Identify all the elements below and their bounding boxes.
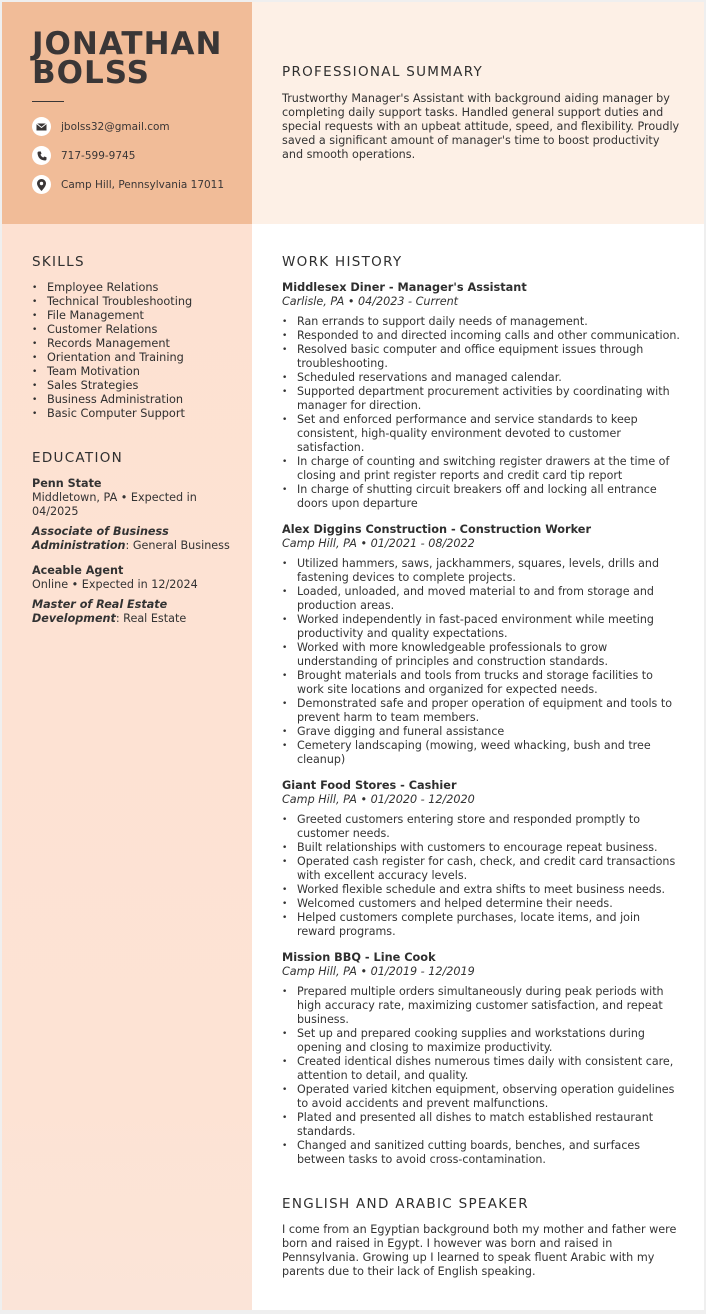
degree-field: : General Business xyxy=(125,539,230,552)
skill-item: • Team Motivation xyxy=(32,365,247,379)
job-bullet: • Brought materials and tools from trucks and storage facilities to work site locations and organized for expected needs. xyxy=(282,669,682,697)
skill-item: • Customer Relations xyxy=(32,323,247,337)
school-name: Aceable Agent xyxy=(32,564,124,577)
skill-item: • Employee Relations xyxy=(32,281,247,295)
first-name: JONATHAN xyxy=(32,26,223,62)
education-entry xyxy=(32,477,242,553)
job-bullet: • Operated cash register for cash, check, and credit card transactions with excellent accuracy levels. xyxy=(282,855,682,883)
skill-item: • Records Management xyxy=(32,337,247,351)
job-bullet: • Resolved basic computer and office equipment issues through troubleshooting. xyxy=(282,343,682,371)
job-bullet: • Helped customers complete purchases, locate items, and join reward programs. xyxy=(282,911,682,939)
job-bullet: • Worked flexible schedule and extra shifts to meet business needs. xyxy=(282,883,682,897)
skill-item: • Sales Strategies xyxy=(32,379,247,393)
job-bullet: • Set and enforced performance and service standards to keep consistent, high-quality environment devoted to customer satisfaction. xyxy=(282,413,682,455)
skills-list xyxy=(32,281,247,421)
job-bullet: • Plated and presented all dishes to match established restaurant standards. xyxy=(282,1111,682,1139)
job-bullet: • Worked independently in fast-paced environment while meeting productivity and quality expectations. xyxy=(282,613,682,641)
job-bullet: • Worked with more knowledgeable professionals to grow understanding of principles and construction standards. xyxy=(282,641,682,669)
job-entry xyxy=(282,779,682,939)
job-bullet: • Responded to and directed incoming calls and other communication. xyxy=(282,329,682,343)
job-bullets xyxy=(282,315,682,511)
job-bullets xyxy=(282,557,682,767)
job-meta: Camp Hill, PA • 01/2020 - 12/2020 xyxy=(282,793,475,806)
skill-item: • Business Administration xyxy=(32,393,247,407)
email-text: jbolss32@gmail.com xyxy=(61,120,170,133)
phone-text: 717-599-9745 xyxy=(61,149,136,162)
job-bullet: • Scheduled reservations and managed calendar. xyxy=(282,371,682,385)
school-name: Penn State xyxy=(32,477,102,490)
job-meta: Camp Hill, PA • 01/2021 - 08/2022 xyxy=(282,537,475,550)
phone-icon xyxy=(32,146,51,165)
job-bullet: • In charge of shutting circuit breakers off and locking all entrance doors upon departure xyxy=(282,483,682,511)
contact-phone[interactable] xyxy=(32,146,135,165)
work-history-heading: WORK HISTORY xyxy=(282,254,403,270)
job-bullet: • Created identical dishes numerous times daily with consistent care, attention to detail, and quality. xyxy=(282,1055,682,1083)
job-bullet: • Set up and prepared cooking supplies and workstations during opening and closing to maximize productivity. xyxy=(282,1027,682,1055)
job-bullet: • In charge of counting and switching register drawers at the time of closing and print register reports and credit card tip report xyxy=(282,455,682,483)
skill-item: • Technical Troubleshooting xyxy=(32,295,247,309)
job-bullet: • Grave digging and funeral assistance xyxy=(282,725,682,739)
job-bullet: • Demonstrated safe and proper operation of equipment and tools to prevent harm to team members. xyxy=(282,697,682,725)
language-text: I come from an Egyptian background both my mother and father were born and raised in Egypt. I however was born and raised in Pennsylvania. Growing up I learned to speak fluent Arabic with my parents due to their lack of English speaking. xyxy=(282,1223,677,1278)
candidate-name xyxy=(32,26,223,91)
last-name: BOLSS xyxy=(32,55,150,91)
skill-item: • Orientation and Training xyxy=(32,351,247,365)
job-bullets xyxy=(282,985,682,1167)
job-bullet: • Loaded, unloaded, and moved material to and from storage and production areas. xyxy=(282,585,682,613)
degree-field: : Real Estate xyxy=(115,612,187,625)
job-title: Middlesex Diner - Manager's Assistant xyxy=(282,281,527,294)
summary-text: Trustworthy Manager's Assistant with background aiding manager by completing daily support tasks. Handled general support duties and special requests with an upbeat attitude, speed, and flexibility. Proudly saved a significant amount of manager's time to boost productivity and smooth operations. xyxy=(282,92,680,161)
degree-name: Master of Real Estate Development xyxy=(32,598,168,625)
job-bullet: • Supported department procurement activities by coordinating with manager for direction. xyxy=(282,385,682,413)
job-bullet: • Welcomed customers and helped determine their needs. xyxy=(282,897,682,911)
degree-line xyxy=(32,598,242,626)
education-entry xyxy=(32,564,242,626)
location-pin-icon xyxy=(32,175,51,194)
job-meta: Camp Hill, PA • 01/2019 - 12/2019 xyxy=(282,965,475,978)
job-bullet: • Changed and sanitized cutting boards, benches, and surfaces between tasks to avoid cross-contamination. xyxy=(282,1139,682,1167)
job-title: Mission BBQ - Line Cook xyxy=(282,951,436,964)
job-bullet: • Prepared multiple orders simultaneously during peak periods with high accuracy rate, maximizing customer satisfaction, and repeat business. xyxy=(282,985,682,1027)
job-bullets xyxy=(282,813,682,939)
education-heading: EDUCATION xyxy=(32,450,124,466)
contact-email[interactable] xyxy=(32,117,170,136)
summary-heading: PROFESSIONAL SUMMARY xyxy=(282,64,484,80)
contact-location xyxy=(32,175,224,194)
degree-line xyxy=(32,525,242,553)
job-bullet: • Cemetery landscaping (mowing, weed whacking, bush and tree cleanup) xyxy=(282,739,682,767)
job-meta: Carlisle, PA • 04/2023 - Current xyxy=(282,295,459,308)
job-title: Giant Food Stores - Cashier xyxy=(282,779,457,792)
job-entry xyxy=(282,523,682,767)
job-bullet: • Ran errands to support daily needs of management. xyxy=(282,315,682,329)
job-title: Alex Diggins Construction - Construction Worker xyxy=(282,523,592,536)
skills-heading: SKILLS xyxy=(32,254,85,270)
degree-name: Associate of Business Administration xyxy=(32,525,169,552)
location-text: Camp Hill, Pennsylvania 17011 xyxy=(61,178,225,191)
job-bullet: • Operated varied kitchen equipment, observing operation guidelines to avoid accidents and prevent malfunctions. xyxy=(282,1083,682,1111)
job-bullet: • Utilized hammers, saws, jackhammers, squares, levels, drills and fastening devices to complete projects. xyxy=(282,557,682,585)
envelope-icon xyxy=(32,117,51,136)
name-divider xyxy=(32,101,64,102)
language-heading: ENGLISH AND ARABIC SPEAKER xyxy=(282,1196,529,1212)
skill-item: • File Management xyxy=(32,309,247,323)
job-bullet: • Greeted customers entering store and responded promptly to customer needs. xyxy=(282,813,682,841)
school-detail: Middletown, PA • Expected in 04/2025 xyxy=(32,491,197,518)
school-detail: Online • Expected in 12/2024 xyxy=(32,578,198,591)
job-entry xyxy=(282,951,682,1167)
job-bullet: • Built relationships with customers to encourage repeat business. xyxy=(282,841,682,855)
job-entry xyxy=(282,281,682,511)
skill-item: • Basic Computer Support xyxy=(32,407,247,421)
